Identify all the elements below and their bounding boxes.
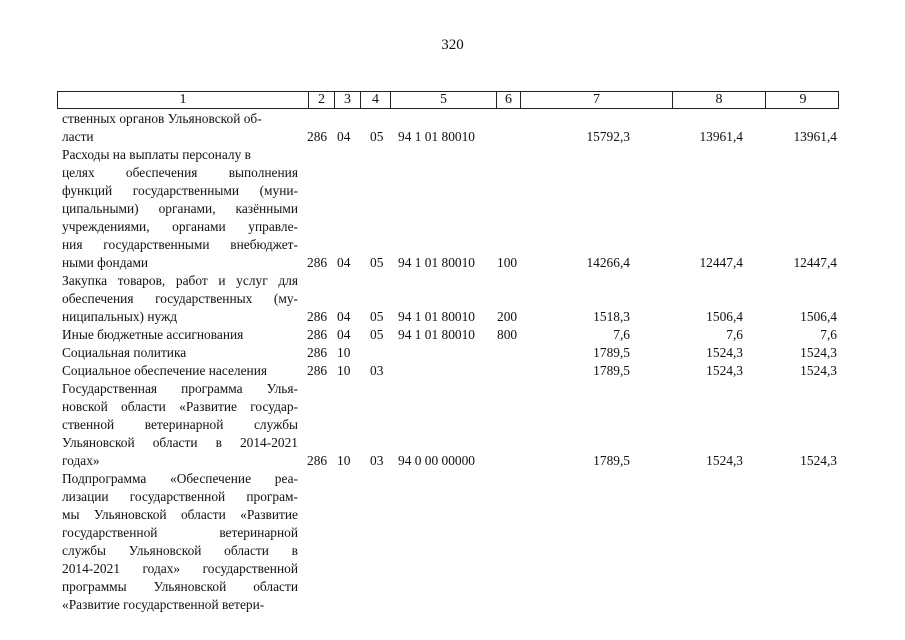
row-2-col-3: 04 [337,309,351,324]
row-6-label-line-4: годах» [62,453,100,468]
row-7-label-line-4: службы Ульяновской области в [62,543,298,558]
row-7-label-line-7: «Развитие государственной ветери- [62,597,265,612]
row-2-col-2: 286 [307,309,328,324]
row-0-col-9: 13961,4 [793,129,837,144]
header-col-4: 4 [360,92,390,108]
row-4-col-3: 10 [337,345,351,360]
row-7-label-line-6: программы Ульяновской области [62,579,298,594]
row-5-col-9: 1524,3 [800,363,837,378]
row-1-label-line-0: Расходы на выплаты персоналу в [62,147,251,162]
row-5-col-2: 286 [307,363,328,378]
row-5-label-line-0: Социальное обеспечение населения [62,363,268,378]
row-6-col-7: 1789,5 [593,453,630,468]
row-0-col-2: 286 [307,129,328,144]
row-0-col-7: 15792,3 [586,129,630,144]
row-3-col-5: 94 1 01 80010 [398,327,475,342]
row-6-col-5: 94 0 00 00000 [398,453,475,468]
header-col-8: 8 [672,92,765,108]
header-col-2: 2 [308,92,334,108]
row-1-label-line-1: целях обеспечения выполнения [62,165,298,180]
row-2-col-7: 1518,3 [593,309,630,324]
row-2-label-line-1: обеспечения государственных (му- [62,291,298,306]
row-2-label-line-2: ниципальных) нужд [62,309,178,324]
row-1-label-line-4: учреждениями, органами управле- [62,219,298,234]
row-6-label-line-0: Государственная программа Улья- [62,381,298,396]
header-col-5: 5 [390,92,496,108]
row-2-col-8: 1506,4 [706,309,743,324]
row-2-label-line-0: Закупка товаров, работ и услуг для [62,273,298,288]
row-1-col-7: 14266,4 [586,255,630,270]
row-3-col-9: 7,6 [820,327,837,342]
row-5-col-4: 03 [370,363,384,378]
row-6-col-2: 286 [307,453,328,468]
row-4-col-7: 1789,5 [593,345,630,360]
row-1-label-line-3: ципальными) органами, казёнными [62,201,298,216]
header-col-6: 6 [496,92,520,108]
row-2-col-6: 200 [497,309,518,324]
row-2-col-4: 05 [370,309,384,324]
row-1-label-line-5: ния государственными внебюджет- [62,237,298,252]
row-3-col-6: 800 [497,327,518,342]
row-0-col-4: 05 [370,129,384,144]
row-7-label-line-5: 2014-2021 годах» государственной [62,561,298,576]
row-1-col-5: 94 1 01 80010 [398,255,475,270]
row-7-label-line-3: государственной ветеринарной [62,525,298,540]
row-4-col-9: 1524,3 [800,345,837,360]
row-1-col-8: 12447,4 [699,255,743,270]
row-4-col-8: 1524,3 [706,345,743,360]
row-1-col-6: 100 [497,255,518,270]
row-6-col-3: 10 [337,453,351,468]
row-0-col-5: 94 1 01 80010 [398,129,475,144]
row-2-col-9: 1506,4 [800,309,837,324]
row-7-label-line-2: мы Ульяновской области «Развитие [62,507,298,522]
row-1-col-2: 286 [307,255,328,270]
header-col-9: 9 [765,92,840,108]
row-7-label-line-0: Подпрограмма «Обеспечение реа- [62,471,298,486]
row-1-col-4: 05 [370,255,384,270]
row-0-col-3: 04 [337,129,351,144]
row-0-col-8: 13961,4 [699,129,743,144]
row-3-col-3: 04 [337,327,351,342]
header-col-1: 1 [179,92,187,107]
row-5-col-3: 10 [337,363,351,378]
row-6-label-line-2: ственной ветеринарной службы [62,417,298,432]
row-7-label-line-1: лизации государственной програм- [62,489,298,504]
row-1-label-line-2: функций государственными (муни- [62,183,298,198]
row-3-label-line-0: Иные бюджетные ассигнования [62,327,244,342]
row-3-col-2: 286 [307,327,328,342]
row-1-label-line-6: ными фондами [62,255,149,270]
row-6-col-8: 1524,3 [706,453,743,468]
row-4-label-line-0: Социальная политика [62,345,187,360]
row-1-col-9: 12447,4 [793,255,837,270]
row-5-col-7: 1789,5 [593,363,630,378]
row-4-col-2: 286 [307,345,328,360]
row-3-col-4: 05 [370,327,384,342]
page-number: 320 [441,37,464,53]
row-3-col-8: 7,6 [726,327,743,342]
row-6-col-9: 1524,3 [800,453,837,468]
header-col-7: 7 [520,92,672,108]
row-3-col-7: 7,6 [613,327,630,342]
row-1-col-3: 04 [337,255,351,270]
row-0-label-line-1: ласти [62,129,94,144]
row-6-col-4: 03 [370,453,384,468]
header-col-3: 3 [334,92,360,108]
row-6-label-line-1: новской области «Развитие государ- [62,399,298,414]
row-6-label-line-3: Ульяновской области в 2014-2021 [62,435,298,450]
row-5-col-8: 1524,3 [706,363,743,378]
row-0-label-line-0: ственных органов Ульяновской об- [62,111,262,126]
row-2-col-5: 94 1 01 80010 [398,309,475,324]
table-header [57,91,839,109]
